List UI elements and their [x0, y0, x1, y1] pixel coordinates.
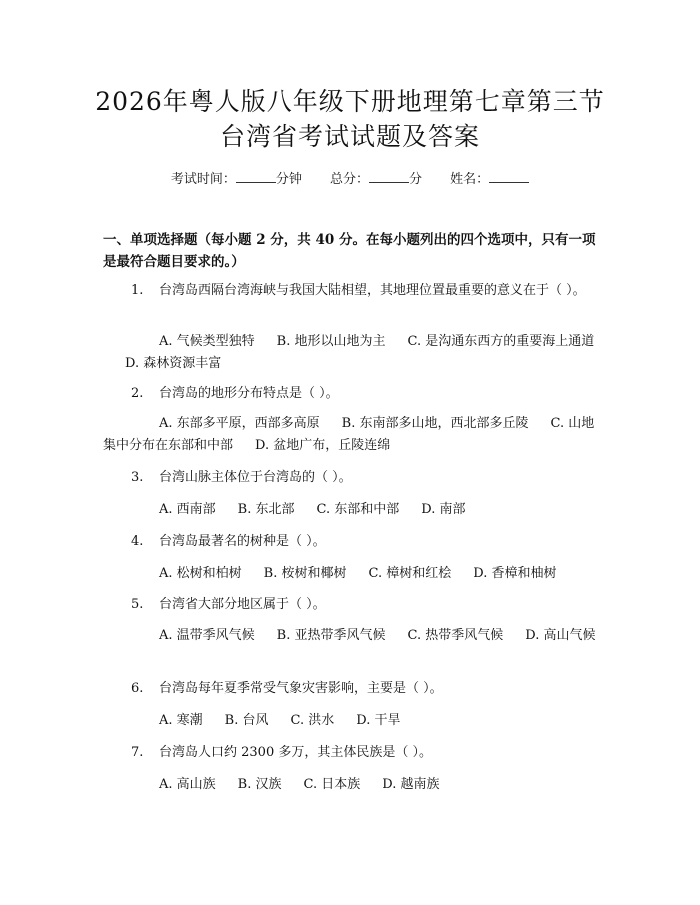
option-a: A. 高山族 — [159, 777, 216, 792]
name-blank — [489, 170, 529, 183]
question-number: 5. — [131, 597, 144, 612]
option-d: D. 香樟和柚树 — [473, 566, 557, 581]
option-a: A. 温带季风气候 — [159, 628, 255, 643]
time-unit: 分钟 — [275, 172, 302, 187]
option-a: A. 气候类型独特 — [159, 334, 255, 349]
question-text: 台湾岛西隔台湾海峡与我国大陆相望，其地理位置最重要的意义在于（ ）。 — [159, 283, 586, 298]
option-b: B. 桉树和椰树 — [263, 566, 347, 581]
option-d: D. 南部 — [421, 502, 466, 517]
options-4 — [103, 563, 600, 585]
score-blank — [369, 170, 409, 183]
name-label: 姓名： — [450, 172, 490, 187]
options-2 — [103, 413, 600, 457]
question-number: 7. — [131, 745, 144, 760]
question-2 — [103, 383, 600, 405]
time-field — [171, 172, 306, 187]
option-c: C. 热带季风气候 — [407, 628, 504, 643]
options-5 — [103, 625, 600, 647]
question-text: 台湾山脉主体位于台湾岛的（ ）。 — [159, 470, 352, 485]
option-b: B. 亚热带季风气候 — [276, 628, 386, 643]
question-number: 3. — [131, 470, 144, 485]
option-b: B. 台风 — [224, 713, 269, 728]
question-1 — [103, 280, 600, 302]
options-7 — [103, 774, 600, 796]
option-b: B. 东北部 — [237, 502, 295, 517]
time-blank — [236, 170, 276, 183]
question-number: 1. — [131, 283, 144, 298]
question-number: 6. — [131, 681, 144, 696]
question-text: 台湾岛人口约 2300 多万，其主体民族是（ ）。 — [159, 745, 432, 760]
exam-title-line2: 台湾省考试试题及答案 — [219, 122, 480, 151]
option-d: D. 干旱 — [356, 713, 401, 728]
option-b: B. 汉族 — [237, 777, 282, 792]
question-text: 台湾岛每年夏季常受气象灾害影响，主要是（ ）。 — [159, 681, 443, 696]
option-c: C. 樟树和红桧 — [368, 566, 452, 581]
option-d: D. 高山气候 — [525, 628, 596, 643]
option-d: D. 森林资源丰富 — [125, 356, 222, 371]
score-unit: 分 — [409, 172, 423, 187]
option-d: D. 盆地广布，丘陵连绵 — [255, 438, 391, 453]
section-heading: 一、单项选择题（每小题 2 分，共 40 分。在每小题列出的四个选项中，只有一项是最符合题目要求的。） — [103, 232, 596, 270]
option-a: A. 松树和柏树 — [159, 566, 242, 581]
options-3 — [103, 499, 600, 521]
option-b: B. 东南部多山地，西北部多丘陵 — [341, 416, 529, 431]
option-d: D. 越南族 — [382, 777, 440, 792]
score-label: 总分： — [329, 172, 369, 187]
question-4 — [103, 531, 600, 553]
name-field — [450, 172, 529, 187]
question-3 — [103, 467, 600, 489]
question-number: 4. — [131, 534, 144, 549]
time-label: 考试时间： — [170, 172, 236, 187]
exam-title-line1: 2026年粤人版八年级下册地理第七章第三节 — [95, 87, 605, 116]
option-c: C. 是沟通东西方的重要海上通道 — [407, 334, 595, 349]
question-text: 台湾岛最著名的树种是（ ）。 — [159, 534, 326, 549]
option-c: C. 日本族 — [303, 777, 361, 792]
question-text: 台湾省大部分地区属于（ ）。 — [159, 597, 326, 612]
question-6 — [103, 678, 600, 700]
option-a: A. 西南部 — [159, 502, 216, 517]
score-field — [330, 172, 426, 187]
options-6 — [103, 710, 600, 732]
option-b: B. 地形以山地为主 — [276, 334, 386, 349]
question-number: 2. — [131, 386, 144, 401]
exam-meta — [0, 168, 700, 187]
options-1 — [103, 331, 600, 375]
option-a: A. 寒潮 — [159, 713, 203, 728]
option-c: C. 东部和中部 — [316, 502, 400, 517]
question-text: 台湾岛的地形分布特点是（ ）。 — [159, 386, 339, 401]
option-c: C. 山地集中分布在东部和中部 — [103, 416, 595, 453]
question-5 — [103, 594, 600, 616]
option-a: A. 东部多平原，西部多高原 — [159, 416, 320, 431]
option-c: C. 洪水 — [290, 713, 335, 728]
question-7 — [103, 742, 600, 764]
